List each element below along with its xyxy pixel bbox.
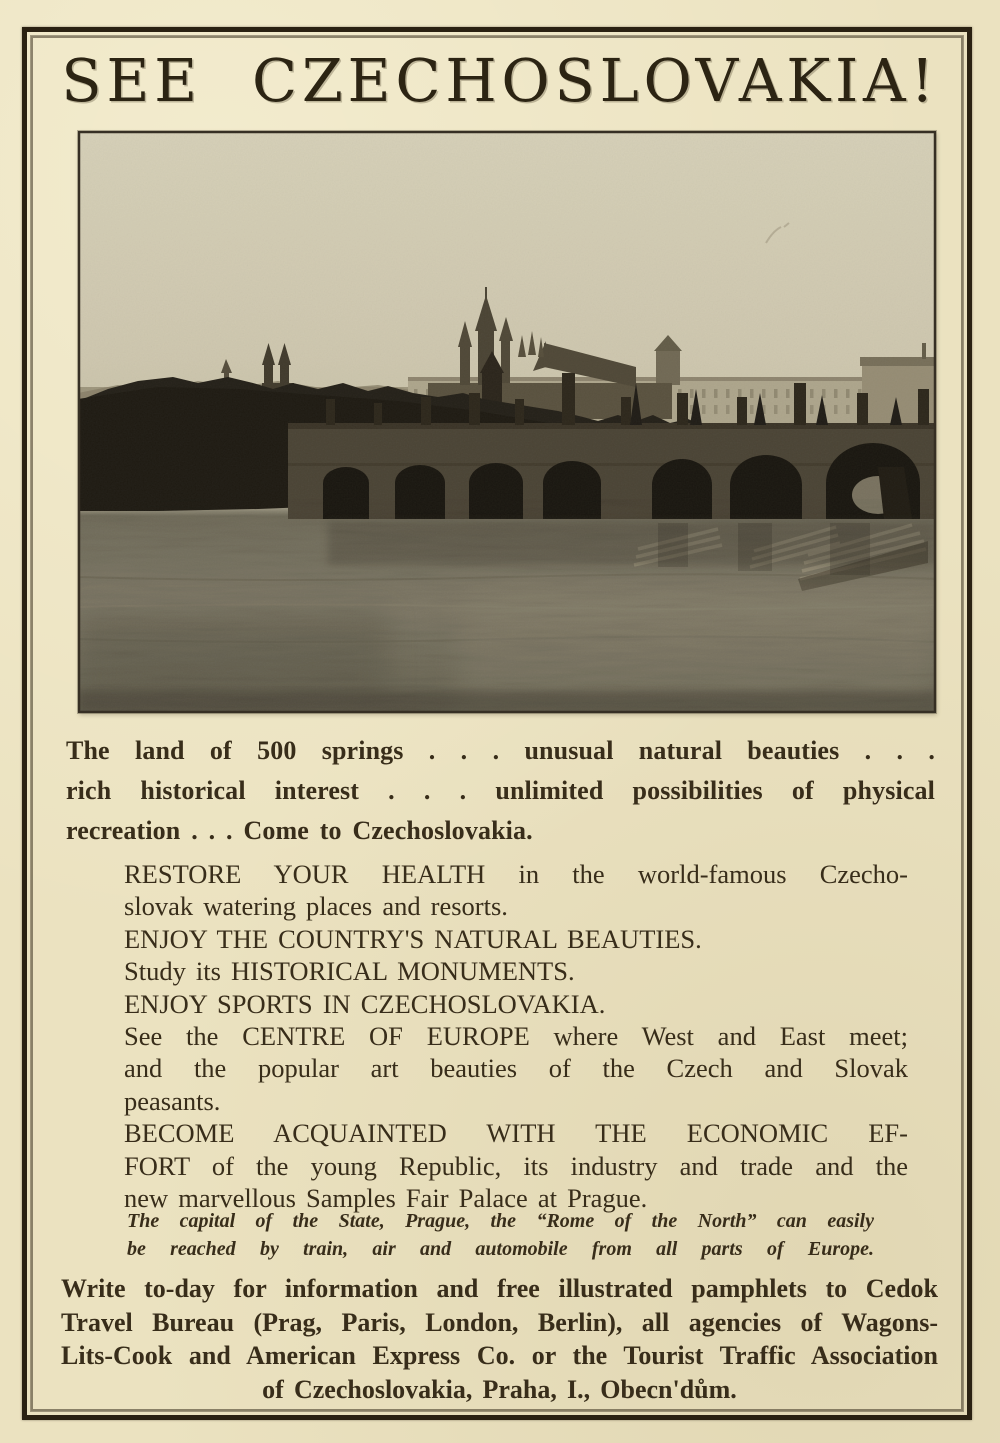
feature-item-sports (124, 988, 908, 1020)
feature-item-historical-monuments (124, 955, 908, 987)
feature-item-centre-of-europe (124, 1020, 908, 1117)
text-line: and the popular art beauties of the Czech and Slovak (124, 1053, 908, 1084)
text-line: Write to-day for information and free illustrated pamphlets to Cedok (61, 1274, 938, 1303)
text-line: ENJOY THE COUNTRY'S NATURAL BEAUTIES. (124, 923, 702, 954)
text-line: peasants. (124, 1085, 221, 1116)
italic-note (127, 1207, 874, 1263)
text-line: FORT of the young Republic, its industry and trade and the (124, 1150, 908, 1181)
text-line: See the CENTRE OF EUROPE where West and East meet; (124, 1021, 908, 1052)
feature-item-natural-beauties (124, 923, 908, 955)
text-line: rich historical interest . . . unlimited possibilities of physical (66, 776, 935, 805)
text-line: be reached by train, air and automobile from all parts of Europe. (127, 1238, 874, 1260)
feature-item-economic-effort (124, 1117, 908, 1214)
prague-photo-illustration (78, 131, 936, 713)
text-line: slovak watering places and resorts. (124, 891, 508, 922)
text-line: Travel Bureau (Prag, Paris, London, Berlin), all agencies of Wagons- (61, 1307, 938, 1337)
headline: SEE CZECHOSLOVAKIA! (61, 46, 939, 115)
text-line: Study its HISTORICAL MONUMENTS. (124, 956, 575, 987)
feature-list (124, 858, 908, 1214)
text-line: The land of 500 springs . . . unusual natural beauties . . . (66, 736, 935, 765)
text-line: The capital of the State, Prague, the “Rome of the North” can easily (127, 1210, 874, 1232)
text-line: BECOME ACQUAINTED WITH THE ECONOMIC EF- (124, 1118, 908, 1149)
text-line: Lits-Cook and American Express Co. or the Tourist Traffic Association (61, 1341, 938, 1370)
text-line: new marvellous Samples Fair Palace at Prague. (124, 1183, 648, 1214)
feature-item-restore-health (124, 858, 908, 923)
contact-paragraph (61, 1272, 938, 1406)
prague-photo (78, 131, 936, 713)
text-line: recreation . . . Come to Czechoslovakia. (66, 816, 533, 845)
text-line: RESTORE YOUR HEALTH in the world-famous Czecho- (124, 859, 908, 889)
text-line: of Czechoslovakia, Praha, I., Obecn'dům. (262, 1374, 737, 1404)
text-line: ENJOY SPORTS IN CZECHOSLOVAKIA. (124, 988, 606, 1019)
intro-paragraph (66, 731, 935, 851)
